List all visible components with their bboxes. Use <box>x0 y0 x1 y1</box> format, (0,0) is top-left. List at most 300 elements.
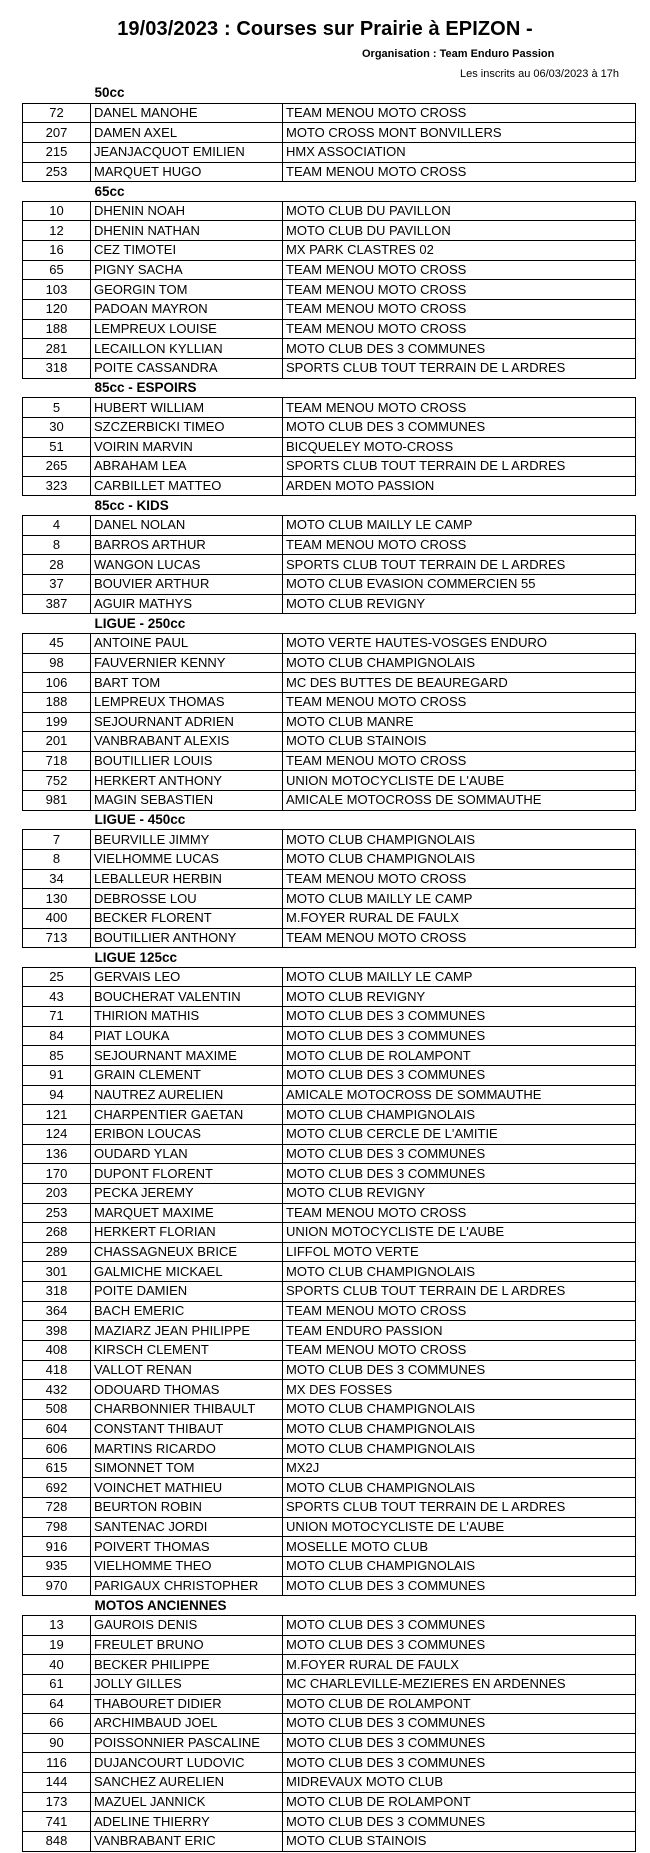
rider-row <box>23 555 636 575</box>
rider-club: MOTO CLUB CHAMPIGNOLAIS <box>283 1439 636 1459</box>
registration-date-label: Les inscrits au 06/03/2023 à 17h <box>460 68 620 80</box>
rider-row <box>23 1183 636 1203</box>
rider-row <box>23 300 636 320</box>
rider-number: 981 <box>23 791 91 811</box>
rider-name: GERVAIS LEO <box>91 967 283 987</box>
rider-name: VIELHOMME LUCAS <box>91 849 283 869</box>
rider-name: DUJANCOURT LUDOVIC <box>91 1753 283 1773</box>
rider-club: TEAM MENOU MOTO CROSS <box>283 751 636 771</box>
rider-row <box>23 1832 636 1852</box>
rider-row <box>23 889 636 909</box>
rider-club: MOTO CLUB MAILLY LE CAMP <box>283 889 636 909</box>
rider-name: CONSTANT THIBAUT <box>91 1419 283 1439</box>
rider-club: BICQUELEY MOTO-CROSS <box>283 437 636 457</box>
rider-club: TEAM MENOU MOTO CROSS <box>283 1341 636 1361</box>
rider-club: SPORTS CLUB TOUT TERRAIN DE L ARDRES <box>283 358 636 378</box>
rider-club: MOTO CLUB EVASION COMMERCIEN 55 <box>283 575 636 595</box>
rider-row <box>23 1458 636 1478</box>
rider-number: 90 <box>23 1733 91 1753</box>
rider-number: 121 <box>23 1105 91 1125</box>
category-header-spacer <box>23 1596 91 1616</box>
category-header-row <box>23 378 636 398</box>
rider-name: ANTOINE PAUL <box>91 633 283 653</box>
rider-club: MOTO CLUB DES 3 COMMUNES <box>283 417 636 437</box>
rider-number: 418 <box>23 1360 91 1380</box>
rider-number: 281 <box>23 339 91 359</box>
rider-club: MOTO CLUB CHAMPIGNOLAIS <box>283 1478 636 1498</box>
rider-number: 8 <box>23 849 91 869</box>
rider-name: SIMONNET TOM <box>91 1458 283 1478</box>
rider-number: 61 <box>23 1674 91 1694</box>
rider-row <box>23 1282 636 1302</box>
category-header-spacer <box>23 496 91 516</box>
rider-club: AMICALE MOTOCROSS DE SOMMAUTHE <box>283 1085 636 1105</box>
rider-row <box>23 1753 636 1773</box>
rider-club: TEAM MENOU MOTO CROSS <box>283 1203 636 1223</box>
rider-name: FAUVERNIER KENNY <box>91 653 283 673</box>
rider-number: 40 <box>23 1655 91 1675</box>
rider-number: 25 <box>23 967 91 987</box>
rider-row <box>23 1262 636 1282</box>
rider-number: 289 <box>23 1242 91 1262</box>
rider-row <box>23 1635 636 1655</box>
rider-club: MOTO CLUB REVIGNY <box>283 1183 636 1203</box>
rider-name: AGUIR MATHYS <box>91 594 283 614</box>
rider-number: 43 <box>23 987 91 1007</box>
rider-row <box>23 339 636 359</box>
rider-club: MOTO CLUB DES 3 COMMUNES <box>283 1164 636 1184</box>
rider-row <box>23 575 636 595</box>
rider-club: MX DES FOSSES <box>283 1380 636 1400</box>
rider-club: MX2J <box>283 1458 636 1478</box>
rider-number: 318 <box>23 358 91 378</box>
rider-number: 188 <box>23 319 91 339</box>
rider-number: 253 <box>23 162 91 182</box>
rider-number: 120 <box>23 300 91 320</box>
rider-number: 253 <box>23 1203 91 1223</box>
rider-club: TEAM MENOU MOTO CROSS <box>283 692 636 712</box>
rider-name: FREULET BRUNO <box>91 1635 283 1655</box>
rider-row <box>23 1478 636 1498</box>
rider-name: HERKERT ANTHONY <box>91 771 283 791</box>
rider-number: 615 <box>23 1458 91 1478</box>
rider-club: MOTO CLUB DES 3 COMMUNES <box>283 1635 636 1655</box>
rider-row <box>23 1164 636 1184</box>
rider-number: 13 <box>23 1615 91 1635</box>
category-header-spacer <box>23 810 91 830</box>
rider-name: PIAT LOUKA <box>91 1026 283 1046</box>
rider-club: MOTO CLUB CHAMPIGNOLAIS <box>283 849 636 869</box>
rider-number: 606 <box>23 1439 91 1459</box>
rider-number: 848 <box>23 1832 91 1852</box>
rider-club: MOTO CLUB DU PAVILLON <box>283 201 636 221</box>
rider-club: MOTO CLUB MAILLY LE CAMP <box>283 516 636 536</box>
rider-row <box>23 1576 636 1596</box>
rider-row <box>23 791 636 811</box>
category-header-row <box>23 182 636 202</box>
rider-number: 398 <box>23 1321 91 1341</box>
rider-number: 752 <box>23 771 91 791</box>
rider-club: UNION MOTOCYCLISTE DE L'AUBE <box>283 1517 636 1537</box>
rider-row <box>23 1360 636 1380</box>
category-header-row <box>23 1596 636 1616</box>
rider-number: 37 <box>23 575 91 595</box>
rider-name: THIRION MATHIS <box>91 1007 283 1027</box>
rider-name: VOINCHET MATHIEU <box>91 1478 283 1498</box>
rider-number: 268 <box>23 1223 91 1243</box>
rider-club: ARDEN MOTO PASSION <box>283 476 636 496</box>
rider-row <box>23 1714 636 1734</box>
rider-row <box>23 1498 636 1518</box>
rider-club: MOTO CLUB DES 3 COMMUNES <box>283 1615 636 1635</box>
rider-club: MOTO CLUB CHAMPIGNOLAIS <box>283 1399 636 1419</box>
rider-number: 85 <box>23 1046 91 1066</box>
rider-name: ADELINE THIERRY <box>91 1812 283 1832</box>
rider-name: CHARPENTIER GAETAN <box>91 1105 283 1125</box>
rider-name: MAZUEL JANNICK <box>91 1792 283 1812</box>
rider-row <box>23 437 636 457</box>
rider-number: 45 <box>23 633 91 653</box>
rider-name: SEJOURNANT ADRIEN <box>91 712 283 732</box>
rider-number: 604 <box>23 1419 91 1439</box>
rider-club: MOTO CLUB DES 3 COMMUNES <box>283 1812 636 1832</box>
rider-number: 98 <box>23 653 91 673</box>
rider-club: MC CHARLEVILLE-MEZIERES EN ARDENNES <box>283 1674 636 1694</box>
rider-club: UNION MOTOCYCLISTE DE L'AUBE <box>283 771 636 791</box>
rider-number: 728 <box>23 1498 91 1518</box>
rider-name: BOUTILLIER LOUIS <box>91 751 283 771</box>
rider-name: DHENIN NATHAN <box>91 221 283 241</box>
rider-club: MOTO CLUB DES 3 COMMUNES <box>283 1733 636 1753</box>
rider-row <box>23 221 636 241</box>
rider-name: VANBRABANT ALEXIS <box>91 732 283 752</box>
rider-club: MOTO CLUB DU PAVILLON <box>283 221 636 241</box>
rider-club: TEAM MENOU MOTO CROSS <box>283 398 636 418</box>
rider-number: 201 <box>23 732 91 752</box>
rider-club: TEAM MENOU MOTO CROSS <box>283 280 636 300</box>
rider-club: MOTO CLUB DES 3 COMMUNES <box>283 339 636 359</box>
category-header-spacer <box>23 84 91 103</box>
rider-club: MOTO CLUB DES 3 COMMUNES <box>283 1360 636 1380</box>
rider-number: 66 <box>23 1714 91 1734</box>
rider-name: ERIBON LOUCAS <box>91 1124 283 1144</box>
rider-club: SPORTS CLUB TOUT TERRAIN DE L ARDRES <box>283 555 636 575</box>
rider-number: 718 <box>23 751 91 771</box>
rider-row <box>23 1399 636 1419</box>
rider-number: 34 <box>23 869 91 889</box>
rider-name: DHENIN NOAH <box>91 201 283 221</box>
rider-club: MOTO CLUB DES 3 COMMUNES <box>283 1007 636 1027</box>
category-header-row <box>23 948 636 968</box>
rider-number: 170 <box>23 1164 91 1184</box>
rider-number: 935 <box>23 1557 91 1577</box>
rider-number: 28 <box>23 555 91 575</box>
rider-number: 5 <box>23 398 91 418</box>
rider-row <box>23 1066 636 1086</box>
category-header-row <box>23 496 636 516</box>
rider-number: 64 <box>23 1694 91 1714</box>
category-title: LIGUE - 450cc <box>91 810 636 830</box>
rider-club: MOTO CLUB DE ROLAMPONT <box>283 1046 636 1066</box>
rider-number: 798 <box>23 1517 91 1537</box>
rider-number: 301 <box>23 1262 91 1282</box>
rider-club: MOTO CLUB CHAMPIGNOLAIS <box>283 1419 636 1439</box>
rider-row <box>23 751 636 771</box>
rider-name: JOLLY GILLES <box>91 1674 283 1694</box>
rider-row <box>23 1419 636 1439</box>
rider-row <box>23 633 636 653</box>
rider-club: TEAM MENOU MOTO CROSS <box>283 928 636 948</box>
rider-row <box>23 241 636 261</box>
organisation-label: Organisation : Team Enduro Passion <box>362 48 555 60</box>
rider-row <box>23 162 636 182</box>
rider-number: 916 <box>23 1537 91 1557</box>
rider-row <box>23 476 636 496</box>
rider-row <box>23 1517 636 1537</box>
rider-row <box>23 319 636 339</box>
category-title: 50cc <box>91 84 636 103</box>
rider-club: MOTO CROSS MONT BONVILLERS <box>283 123 636 143</box>
rider-name: PECKA JEREMY <box>91 1183 283 1203</box>
rider-name: POIVERT THOMAS <box>91 1537 283 1557</box>
rider-name: OUDARD YLAN <box>91 1144 283 1164</box>
rider-name: BOUTILLIER ANTHONY <box>91 928 283 948</box>
rider-row <box>23 967 636 987</box>
rider-number: 203 <box>23 1183 91 1203</box>
rider-number: 71 <box>23 1007 91 1027</box>
rider-row <box>23 830 636 850</box>
rider-number: 84 <box>23 1026 91 1046</box>
rider-row <box>23 732 636 752</box>
rider-name: DANEL MANOHE <box>91 103 283 123</box>
rider-club: HMX ASSOCIATION <box>283 142 636 162</box>
rider-club: SPORTS CLUB TOUT TERRAIN DE L ARDRES <box>283 1282 636 1302</box>
rider-club: MOTO CLUB DES 3 COMMUNES <box>283 1066 636 1086</box>
rider-number: 173 <box>23 1792 91 1812</box>
rider-row <box>23 1223 636 1243</box>
rider-club: M.FOYER RURAL DE FAULX <box>283 908 636 928</box>
rider-number: 65 <box>23 260 91 280</box>
rider-name: BOUVIER ARTHUR <box>91 575 283 595</box>
rider-club: MOTO CLUB DE ROLAMPONT <box>283 1694 636 1714</box>
rider-row <box>23 673 636 693</box>
rider-row <box>23 987 636 1007</box>
rider-number: 323 <box>23 476 91 496</box>
rider-number: 16 <box>23 241 91 261</box>
rider-number: 136 <box>23 1144 91 1164</box>
rider-name: WANGON LUCAS <box>91 555 283 575</box>
rider-number: 188 <box>23 692 91 712</box>
category-title: 65cc <box>91 182 636 202</box>
rider-name: MAGIN SEBASTIEN <box>91 791 283 811</box>
rider-name: THABOURET DIDIER <box>91 1694 283 1714</box>
rider-name: DUPONT FLORENT <box>91 1164 283 1184</box>
rider-name: PIGNY SACHA <box>91 260 283 280</box>
rider-row <box>23 928 636 948</box>
rider-row <box>23 1144 636 1164</box>
rider-row <box>23 1242 636 1262</box>
rider-row <box>23 1085 636 1105</box>
rider-club: MOTO CLUB REVIGNY <box>283 987 636 1007</box>
entry-list-table <box>22 84 636 1852</box>
rider-club: MOTO CLUB CERCLE DE L'AMITIE <box>283 1124 636 1144</box>
rider-club: TEAM MENOU MOTO CROSS <box>283 319 636 339</box>
rider-club: MOTO CLUB DES 3 COMMUNES <box>283 1144 636 1164</box>
rider-name: VALLOT RENAN <box>91 1360 283 1380</box>
rider-number: 400 <box>23 908 91 928</box>
rider-name: BEURTON ROBIN <box>91 1498 283 1518</box>
category-header-row <box>23 84 636 103</box>
rider-row <box>23 653 636 673</box>
rider-number: 19 <box>23 1635 91 1655</box>
rider-name: GEORGIN TOM <box>91 280 283 300</box>
rider-number: 116 <box>23 1753 91 1773</box>
rider-number: 364 <box>23 1301 91 1321</box>
category-header-spacer <box>23 614 91 634</box>
rider-name: LEBALLEUR HERBIN <box>91 869 283 889</box>
rider-number: 215 <box>23 142 91 162</box>
rider-row <box>23 1380 636 1400</box>
rider-row <box>23 712 636 732</box>
rider-club: MX PARK CLASTRES 02 <box>283 241 636 261</box>
rider-row <box>23 280 636 300</box>
rider-club: MOTO CLUB DE ROLAMPONT <box>283 1792 636 1812</box>
rider-name: KIRSCH CLEMENT <box>91 1341 283 1361</box>
rider-name: BOUCHERAT VALENTIN <box>91 987 283 1007</box>
rider-club: MOTO CLUB CHAMPIGNOLAIS <box>283 1105 636 1125</box>
rider-row <box>23 1615 636 1635</box>
rider-club: TEAM MENOU MOTO CROSS <box>283 103 636 123</box>
rider-club: MOSELLE MOTO CLUB <box>283 1537 636 1557</box>
rider-number: 207 <box>23 123 91 143</box>
rider-number: 692 <box>23 1478 91 1498</box>
rider-club: MOTO CLUB CHAMPIGNOLAIS <box>283 1557 636 1577</box>
rider-club: SPORTS CLUB TOUT TERRAIN DE L ARDRES <box>283 1498 636 1518</box>
rider-name: BART TOM <box>91 673 283 693</box>
rider-club: MOTO CLUB STAINOIS <box>283 732 636 752</box>
rider-row <box>23 358 636 378</box>
rider-number: 4 <box>23 516 91 536</box>
rider-row <box>23 516 636 536</box>
rider-club: TEAM MENOU MOTO CROSS <box>283 1301 636 1321</box>
rider-row <box>23 1026 636 1046</box>
rider-row <box>23 1792 636 1812</box>
rider-row <box>23 457 636 477</box>
category-header-row <box>23 614 636 634</box>
rider-name: MAZIARZ JEAN PHILIPPE <box>91 1321 283 1341</box>
rider-name: ARCHIMBAUD JOEL <box>91 1714 283 1734</box>
rider-row <box>23 1321 636 1341</box>
rider-club: TEAM MENOU MOTO CROSS <box>283 260 636 280</box>
rider-row <box>23 1812 636 1832</box>
rider-row <box>23 417 636 437</box>
rider-club: TEAM ENDURO PASSION <box>283 1321 636 1341</box>
rider-row <box>23 1203 636 1223</box>
rider-number: 970 <box>23 1576 91 1596</box>
rider-club: MOTO CLUB REVIGNY <box>283 594 636 614</box>
rider-number: 741 <box>23 1812 91 1832</box>
rider-number: 432 <box>23 1380 91 1400</box>
rider-club: MOTO CLUB CHAMPIGNOLAIS <box>283 830 636 850</box>
rider-row <box>23 1674 636 1694</box>
rider-number: 265 <box>23 457 91 477</box>
rider-club: MOTO CLUB CHAMPIGNOLAIS <box>283 1262 636 1282</box>
rider-name: BEURVILLE JIMMY <box>91 830 283 850</box>
rider-row <box>23 398 636 418</box>
rider-name: POISSONNIER PASCALINE <box>91 1733 283 1753</box>
rider-name: GALMICHE MICKAEL <box>91 1262 283 1282</box>
category-title: LIGUE 125cc <box>91 948 636 968</box>
category-header-spacer <box>23 182 91 202</box>
category-header-spacer <box>23 948 91 968</box>
rider-name: POITE DAMIEN <box>91 1282 283 1302</box>
rider-row <box>23 1124 636 1144</box>
rider-number: 144 <box>23 1773 91 1793</box>
rider-name: SANTENAC JORDI <box>91 1517 283 1537</box>
rider-row <box>23 771 636 791</box>
rider-name: VANBRABANT ERIC <box>91 1832 283 1852</box>
rider-name: GAUROIS DENIS <box>91 1615 283 1635</box>
category-header-row <box>23 810 636 830</box>
rider-row <box>23 1733 636 1753</box>
rider-number: 8 <box>23 535 91 555</box>
rider-club: MOTO CLUB MANRE <box>283 712 636 732</box>
rider-club: MOTO VERTE HAUTES-VOSGES ENDURO <box>283 633 636 653</box>
rider-name: VOIRIN MARVIN <box>91 437 283 457</box>
rider-row <box>23 1007 636 1027</box>
rider-row <box>23 535 636 555</box>
category-title: LIGUE - 250cc <box>91 614 636 634</box>
rider-name: ABRAHAM LEA <box>91 457 283 477</box>
rider-number: 51 <box>23 437 91 457</box>
rider-number: 508 <box>23 1399 91 1419</box>
category-header-spacer <box>23 378 91 398</box>
category-title: MOTOS ANCIENNES <box>91 1596 636 1616</box>
rider-name: LEMPREUX LOUISE <box>91 319 283 339</box>
rider-name: HUBERT WILLIAM <box>91 398 283 418</box>
rider-row <box>23 1557 636 1577</box>
rider-number: 130 <box>23 889 91 909</box>
rider-row <box>23 1694 636 1714</box>
rider-number: 199 <box>23 712 91 732</box>
rider-number: 124 <box>23 1124 91 1144</box>
rider-number: 106 <box>23 673 91 693</box>
rider-club: MOTO CLUB MAILLY LE CAMP <box>283 967 636 987</box>
rider-club: MOTO CLUB DES 3 COMMUNES <box>283 1714 636 1734</box>
rider-club: LIFFOL MOTO VERTE <box>283 1242 636 1262</box>
rider-name: CEZ TIMOTEI <box>91 241 283 261</box>
rider-row <box>23 142 636 162</box>
rider-number: 94 <box>23 1085 91 1105</box>
rider-name: SANCHEZ AURELIEN <box>91 1773 283 1793</box>
rider-club: MOTO CLUB STAINOIS <box>283 1832 636 1852</box>
rider-name: BACH EMERIC <box>91 1301 283 1321</box>
rider-club: TEAM MENOU MOTO CROSS <box>283 300 636 320</box>
page-title: 19/03/2023 : Courses sur Prairie à EPIZON - <box>117 18 533 40</box>
rider-club: TEAM MENOU MOTO CROSS <box>283 162 636 182</box>
rider-name: MARQUET HUGO <box>91 162 283 182</box>
rider-row <box>23 1773 636 1793</box>
rider-name: CARBILLET MATTEO <box>91 476 283 496</box>
rider-name: PARIGAUX CHRISTOPHER <box>91 1576 283 1596</box>
rider-name: PADOAN MAYRON <box>91 300 283 320</box>
rider-row <box>23 869 636 889</box>
rider-name: CHASSAGNEUX BRICE <box>91 1242 283 1262</box>
rider-name: NAUTREZ AURELIEN <box>91 1085 283 1105</box>
rider-row <box>23 1655 636 1675</box>
rider-name: SEJOURNANT MAXIME <box>91 1046 283 1066</box>
rider-name: LECAILLON KYLLIAN <box>91 339 283 359</box>
